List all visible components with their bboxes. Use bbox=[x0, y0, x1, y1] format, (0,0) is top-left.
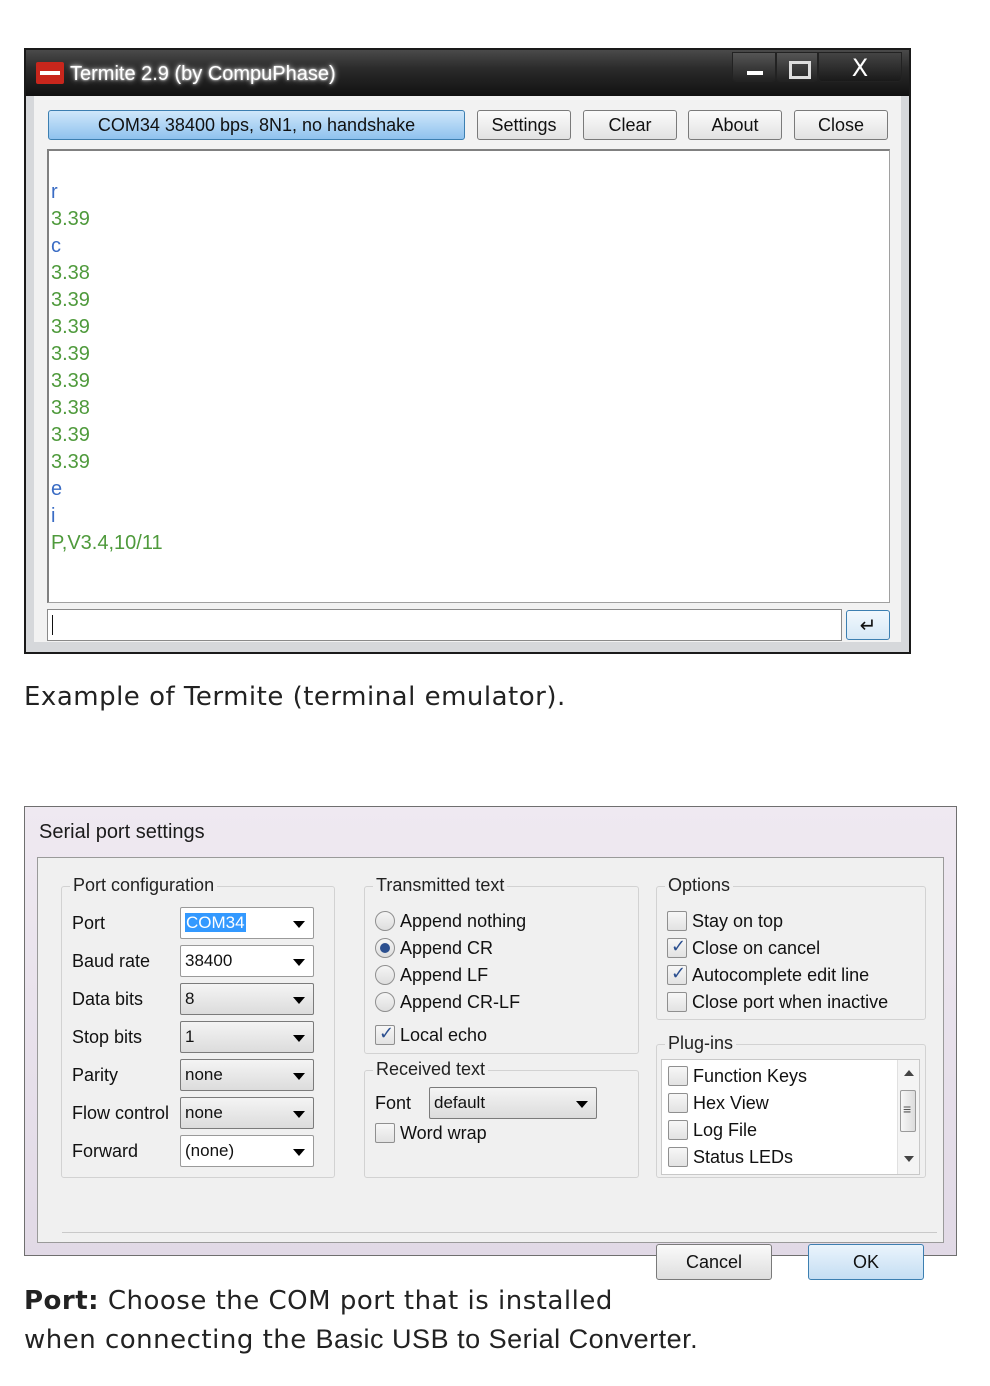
terminal-line: c bbox=[51, 235, 61, 257]
baud-rate-value: 38400 bbox=[185, 951, 233, 970]
caption-line-2 bbox=[24, 1320, 698, 1359]
data-bits-label: Data bits bbox=[72, 989, 144, 1009]
data-bits-select[interactable] bbox=[180, 983, 314, 1015]
chevron-down-icon bbox=[293, 1149, 305, 1156]
port-select[interactable] bbox=[180, 907, 314, 939]
stop-bits-select[interactable] bbox=[180, 1021, 314, 1053]
checkbox-label: Log File bbox=[693, 1120, 758, 1140]
termite-logo-icon bbox=[36, 62, 64, 84]
parity-select[interactable] bbox=[180, 1059, 314, 1091]
port-configuration-group bbox=[61, 875, 335, 1178]
terminal-line: 3.39 bbox=[51, 208, 90, 230]
stop-bits-label: Stop bits bbox=[72, 1027, 143, 1047]
enter-icon: ↵ bbox=[859, 613, 877, 637]
radio-label: Append LF bbox=[400, 965, 489, 985]
terminal-line: P,V3.4,10/11 bbox=[51, 532, 163, 554]
maximize-button[interactable] bbox=[776, 52, 818, 82]
checkbox-label: Hex View bbox=[693, 1093, 769, 1113]
termite-client bbox=[34, 96, 901, 642]
font-select[interactable] bbox=[429, 1087, 597, 1119]
text-caret bbox=[52, 615, 53, 635]
radio-label: Append CR-LF bbox=[400, 992, 521, 1012]
forward-select[interactable] bbox=[180, 1135, 314, 1167]
terminal-line: 3.38 bbox=[51, 262, 90, 284]
terminal-line: i bbox=[51, 505, 56, 527]
scroll-up-icon[interactable] bbox=[904, 1070, 914, 1076]
checkbox-icon bbox=[668, 1093, 688, 1113]
radio-label: Append CR bbox=[400, 938, 494, 958]
settings-button[interactable]: Settings bbox=[477, 110, 571, 140]
checkbox-icon bbox=[668, 1147, 688, 1167]
ok-button[interactable]: OK bbox=[808, 1244, 924, 1280]
radio-icon bbox=[375, 965, 395, 985]
flow-control-select[interactable] bbox=[180, 1097, 314, 1129]
flow-control-label: Flow control bbox=[72, 1103, 170, 1123]
plugins-group bbox=[656, 1033, 926, 1178]
minimize-button[interactable] bbox=[732, 52, 776, 82]
group-label: Received text bbox=[373, 1059, 488, 1080]
caption-line-1 bbox=[24, 1282, 698, 1320]
cancel-button[interactable]: Cancel bbox=[656, 1244, 772, 1280]
checkbox-label: Close on cancel bbox=[692, 938, 821, 958]
checkbox-label: Local echo bbox=[400, 1025, 488, 1045]
checkbox-label: Autocomplete edit line bbox=[692, 965, 870, 985]
checkbox-label: Word wrap bbox=[400, 1123, 487, 1143]
group-label: Transmitted text bbox=[373, 875, 507, 896]
forward-value: (none) bbox=[185, 1141, 235, 1160]
radio-icon bbox=[375, 911, 395, 931]
font-label: Font bbox=[375, 1093, 412, 1113]
checkbox-checked-icon bbox=[375, 1025, 395, 1045]
checkbox-label: Stay on top bbox=[692, 911, 784, 931]
chevron-down-icon bbox=[293, 1111, 305, 1118]
chevron-down-icon bbox=[293, 997, 305, 1004]
checkbox-icon bbox=[375, 1123, 395, 1143]
checkbox-label: Close port when inactive bbox=[692, 992, 889, 1012]
checkbox-icon bbox=[668, 1120, 688, 1140]
terminal-line: 3.39 bbox=[51, 343, 90, 365]
port-label: Port bbox=[72, 913, 106, 933]
caption-bold: Port: bbox=[24, 1286, 100, 1316]
scroll-thumb[interactable] bbox=[900, 1090, 916, 1132]
received-text-group bbox=[364, 1059, 639, 1178]
port-value: COM34 bbox=[186, 913, 245, 932]
caption-termite: Example of Termite (terminal emulator). bbox=[24, 682, 566, 712]
title-bar[interactable] bbox=[26, 50, 909, 96]
caption-port bbox=[24, 1282, 698, 1359]
data-bits-value: 8 bbox=[185, 989, 195, 1008]
plugins-scrollbar[interactable] bbox=[897, 1060, 919, 1174]
transmitted-text-group bbox=[364, 875, 639, 1054]
checkbox-checked-icon bbox=[667, 938, 687, 958]
terminal-line: 3.39 bbox=[51, 289, 90, 311]
terminal-line: r bbox=[51, 181, 58, 203]
dialog-client bbox=[37, 857, 944, 1272]
group-label: Plug-ins bbox=[665, 1033, 736, 1054]
clear-button[interactable]: Clear bbox=[583, 110, 677, 140]
chevron-down-icon bbox=[293, 959, 305, 966]
close-icon: X bbox=[851, 54, 869, 82]
checkbox-checked-icon bbox=[667, 965, 687, 985]
checkbox-icon bbox=[667, 911, 687, 931]
checkbox-label: Status LEDs bbox=[693, 1147, 794, 1167]
baud-rate-label: Baud rate bbox=[72, 951, 151, 971]
about-button[interactable]: About bbox=[688, 110, 782, 140]
options-group bbox=[656, 875, 926, 1020]
port-status-button[interactable]: COM34 38400 bps, 8N1, no handshake bbox=[48, 110, 465, 140]
forward-label: Forward bbox=[72, 1141, 139, 1161]
scroll-down-icon[interactable] bbox=[904, 1156, 914, 1162]
terminal-line: 3.39 bbox=[51, 316, 90, 338]
termite-window bbox=[24, 48, 911, 654]
close-window-button[interactable] bbox=[818, 52, 902, 82]
close-button[interactable]: Close bbox=[794, 110, 888, 140]
caption-emphasis: Basic USB to Serial Converter. bbox=[315, 1324, 699, 1354]
terminal-line: 3.39 bbox=[51, 370, 90, 392]
radio-label: Append nothing bbox=[400, 911, 527, 931]
serial-settings-dialog bbox=[24, 806, 957, 1272]
group-label: Port configuration bbox=[70, 875, 217, 896]
command-input[interactable] bbox=[47, 609, 842, 641]
window-title: Termite 2.9 (by CompuPhase) bbox=[70, 63, 336, 85]
terminal-line: 3.39 bbox=[51, 451, 90, 473]
caption-text: when connecting the bbox=[24, 1325, 316, 1355]
baud-rate-select[interactable] bbox=[180, 945, 314, 977]
send-button[interactable] bbox=[846, 610, 890, 640]
terminal-line: 3.38 bbox=[51, 397, 90, 419]
chevron-down-icon bbox=[293, 1073, 305, 1080]
chevron-down-icon bbox=[293, 921, 305, 928]
parity-value: none bbox=[185, 1065, 223, 1084]
terminal-output[interactable] bbox=[47, 149, 890, 603]
divider bbox=[62, 1232, 937, 1233]
caption-text: Choose the COM port that is installed bbox=[99, 1286, 613, 1316]
parity-label: Parity bbox=[72, 1065, 119, 1085]
plugins-list[interactable] bbox=[661, 1059, 920, 1175]
checkbox-icon bbox=[667, 992, 687, 1012]
terminal-line: e bbox=[51, 478, 63, 500]
checkbox-label: Function Keys bbox=[693, 1066, 808, 1086]
flow-control-value: none bbox=[185, 1103, 223, 1122]
checkbox-icon bbox=[668, 1066, 688, 1086]
radio-selected-icon bbox=[375, 938, 395, 958]
stop-bits-value: 1 bbox=[185, 1027, 195, 1046]
chevron-down-icon bbox=[576, 1101, 588, 1108]
terminal-line: 3.39 bbox=[51, 424, 90, 446]
chevron-down-icon bbox=[293, 1035, 305, 1042]
dialog-title: Serial port settings bbox=[39, 821, 205, 843]
group-label: Options bbox=[665, 875, 733, 896]
font-value: default bbox=[434, 1093, 486, 1112]
radio-icon bbox=[375, 992, 395, 1012]
